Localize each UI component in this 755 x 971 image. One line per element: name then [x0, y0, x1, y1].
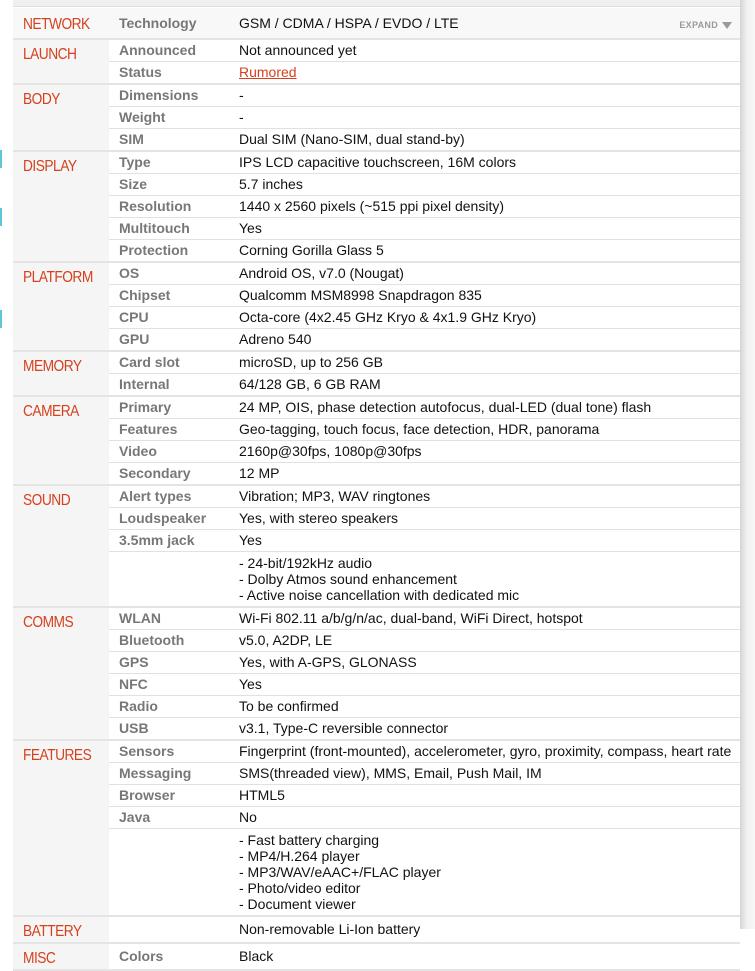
spec-value	[229, 696, 740, 718]
spec-value	[229, 307, 740, 329]
spec-name[interactable]: Chipset	[109, 285, 229, 307]
spec-name[interactable]: Weight	[109, 107, 229, 129]
spec-value	[229, 763, 740, 785]
spec-name[interactable]: Dimensions	[109, 84, 229, 107]
spec-value-line: Octa-core (4x2.45 GHz Kryo & 4x1.9 GHz Kryo)	[239, 309, 537, 325]
section-label-display[interactable]	[13, 151, 109, 262]
spec-name[interactable]: Card slot	[109, 351, 229, 374]
spec-value-line: 24 MP, OIS, phase detection autofocus, dual-LED (dual tone) flash	[239, 399, 652, 415]
spec-value-line: 1440 x 2560 pixels (~515 ppi pixel density)	[239, 198, 505, 214]
section-label-sound[interactable]	[13, 485, 109, 607]
spec-value-line: - Dolby Atmos sound enhancement	[239, 571, 457, 587]
spec-row-platform	[13, 329, 740, 352]
spec-value-line: Yes, with A-GPS, GLONASS	[239, 654, 417, 670]
spec-name[interactable]: Protection	[109, 240, 229, 263]
spec-name[interactable]: Resolution	[109, 196, 229, 218]
section-title[interactable]: MISC	[23, 950, 56, 967]
spec-value	[229, 419, 740, 441]
spec-value-line: 5.7 inches	[239, 176, 303, 192]
spec-value	[229, 829, 740, 917]
spec-value	[229, 151, 740, 174]
spec-row-features	[13, 807, 740, 829]
spec-value-line: microSD, up to 256 GB	[239, 354, 383, 370]
spec-value-line: Fingerprint (front-mounted), accelerometer, gyro, proximity, compass, heart rate	[239, 743, 732, 759]
spec-name[interactable]: Messaging	[109, 763, 229, 785]
spec-row-body	[13, 107, 740, 129]
left-edge-marker	[0, 150, 2, 168]
spec-row-network	[13, 8, 740, 39]
spec-row-features	[13, 763, 740, 785]
spec-row-memory	[13, 374, 740, 397]
section-title[interactable]: MEMORY	[23, 358, 82, 375]
spec-value	[229, 630, 740, 652]
spec-value	[229, 807, 740, 829]
spec-row-platform	[13, 307, 740, 329]
spec-value	[229, 396, 740, 419]
spec-value	[229, 530, 740, 552]
spec-name[interactable]: WLAN	[109, 607, 229, 630]
spec-value	[229, 351, 740, 374]
spec-row-platform	[13, 285, 740, 307]
section-title[interactable]: PLATFORM	[23, 269, 93, 286]
spec-row-camera	[13, 396, 740, 419]
spec-value-line: Qualcomm MSM8998 Snapdragon 835	[239, 287, 482, 303]
section-title[interactable]: LAUNCH	[23, 46, 77, 63]
triangle-down-icon[interactable]	[722, 22, 732, 29]
spec-row-launch	[13, 62, 740, 85]
spec-row-display	[13, 240, 740, 263]
spec-value-line: IPS LCD capacitive touchscreen, 16M colors	[239, 154, 517, 170]
section-title[interactable]: BODY	[23, 91, 60, 108]
spec-name[interactable]: GPU	[109, 329, 229, 352]
spec-value-line: HTML5	[239, 787, 285, 803]
spec-value-line: GSM / CDMA / HSPA / EVDO / LTE	[239, 15, 459, 31]
spec-value-line: Yes	[239, 220, 262, 236]
spec-name[interactable]: CPU	[109, 307, 229, 329]
spec-name[interactable]: Colors	[109, 943, 229, 970]
spec-value	[229, 485, 740, 508]
section-label-comms[interactable]	[13, 607, 109, 740]
spec-value-line: To be confirmed	[239, 698, 339, 714]
section-title[interactable]: COMMS	[23, 614, 74, 631]
spec-value	[229, 174, 740, 196]
spec-row-battery	[13, 916, 740, 943]
spec-value-line: Geo-tagging, touch focus, face detection, HDR, panorama	[239, 421, 600, 437]
spec-value	[229, 107, 740, 129]
spec-value-line: Vibration; MP3, WAV ringtones	[239, 488, 431, 504]
section-title[interactable]: CAMERA	[23, 403, 79, 420]
spec-value-line: - MP4/H.264 player	[239, 848, 360, 864]
spec-name[interactable]: USB	[109, 718, 229, 741]
spec-row-features	[13, 740, 740, 763]
spec-row-platform	[13, 262, 740, 285]
spec-name[interactable]: Features	[109, 419, 229, 441]
spec-value-line: - 24-bit/192kHz audio	[239, 555, 373, 571]
spec-row-launch	[13, 39, 740, 62]
spec-value-line: Not announced yet	[239, 42, 357, 58]
spec-value-line: - Photo/video editor	[239, 880, 361, 896]
left-edge-marker	[0, 310, 2, 328]
spec-row-comms	[13, 718, 740, 741]
spec-value-line: No	[239, 809, 257, 825]
spec-row-comms	[13, 674, 740, 696]
top-strip	[13, 0, 740, 7]
section-title[interactable]: DISPLAY	[23, 158, 77, 175]
spec-row-camera	[13, 441, 740, 463]
spec-name[interactable]	[109, 829, 229, 917]
spec-name[interactable]: Status	[109, 62, 229, 85]
spec-row-body	[13, 129, 740, 152]
spec-row-sound	[13, 530, 740, 552]
spec-value-line: Yes, with stereo speakers	[239, 510, 399, 526]
spec-row-comms	[13, 696, 740, 718]
spec-value-line: v5.0, A2DP, LE	[239, 632, 333, 648]
spec-value-line: Yes	[239, 676, 262, 692]
spec-value	[229, 441, 740, 463]
spec-name[interactable]: Bluetooth	[109, 630, 229, 652]
spec-value	[229, 285, 740, 307]
spec-name[interactable]	[109, 552, 229, 608]
right-page-edge	[740, 0, 755, 929]
spec-value-line: - Fast battery charging	[239, 832, 380, 848]
expand-label[interactable]: EXPAND	[679, 20, 718, 30]
specs-table	[13, 8, 740, 971]
spec-name[interactable]: Type	[109, 151, 229, 174]
spec-value	[229, 718, 740, 741]
spec-row-features	[13, 829, 740, 917]
section-label-camera[interactable]	[13, 396, 109, 485]
left-edge-marker	[0, 208, 2, 226]
spec-value-line: - Document viewer	[239, 896, 356, 912]
spec-name[interactable]: Java	[109, 807, 229, 829]
spec-name[interactable]: NFC	[109, 674, 229, 696]
spec-name[interactable]: Browser	[109, 785, 229, 807]
spec-name[interactable]: Sensors	[109, 740, 229, 763]
expand-button[interactable]	[679, 12, 732, 38]
spec-name[interactable]: Announced	[109, 39, 229, 62]
spec-row-sound	[13, 508, 740, 530]
spec-row-display	[13, 174, 740, 196]
spec-name[interactable]: Loudspeaker	[109, 508, 229, 530]
spec-row-comms	[13, 607, 740, 630]
spec-value-line: Wi-Fi 802.11 a/b/g/n/ac, dual-band, WiFi Direct, hotspot	[239, 610, 583, 626]
spec-row-display	[13, 151, 740, 174]
spec-value-line: SMS(threaded view), MMS, Email, Push Mail, IM	[239, 765, 542, 781]
spec-name[interactable]	[109, 916, 229, 943]
section-title[interactable]: FEATURES	[23, 747, 92, 764]
section-label-features[interactable]	[13, 740, 109, 916]
section-title[interactable]: SOUND	[23, 492, 71, 509]
spec-value-line: Black	[239, 948, 274, 964]
spec-name[interactable]: Technology	[109, 8, 229, 39]
spec-value	[229, 607, 740, 630]
spec-name[interactable]: Video	[109, 441, 229, 463]
spec-row-camera	[13, 419, 740, 441]
spec-row-display	[13, 196, 740, 218]
spec-value	[229, 62, 740, 85]
section-label-misc[interactable]	[13, 943, 109, 970]
spec-value	[229, 262, 740, 285]
spec-value	[229, 740, 740, 763]
spec-value	[229, 463, 740, 486]
spec-name[interactable]: Alert types	[109, 485, 229, 508]
spec-value-line: Yes	[239, 532, 262, 548]
spec-value	[229, 240, 740, 263]
section-label-platform[interactable]	[13, 262, 109, 351]
spec-value-line: -	[239, 109, 244, 125]
spec-value	[229, 329, 740, 352]
spec-value-line: 2160p@30fps, 1080p@30fps	[239, 443, 422, 459]
spec-value-line: -	[239, 87, 244, 103]
spec-value-line: Non-removable Li-Ion battery	[239, 921, 421, 937]
spec-row-misc	[13, 943, 740, 970]
spec-name[interactable]: Internal	[109, 374, 229, 397]
spec-name[interactable]: OS	[109, 262, 229, 285]
spec-value-line: - Active noise cancellation with dedicated mic	[239, 587, 520, 603]
spec-value-line: - MP3/WAV/eAAC+/FLAC player	[239, 864, 441, 880]
spec-value	[229, 196, 740, 218]
spec-name[interactable]: Size	[109, 174, 229, 196]
spec-row-memory	[13, 351, 740, 374]
spec-row-sound	[13, 485, 740, 508]
section-label-memory[interactable]	[13, 351, 109, 396]
section-label-battery[interactable]	[13, 916, 109, 943]
section-label-network[interactable]	[13, 8, 109, 39]
spec-value	[229, 785, 740, 807]
spec-row-features	[13, 785, 740, 807]
spec-name[interactable]: Secondary	[109, 463, 229, 486]
spec-value	[229, 674, 740, 696]
spec-name[interactable]: Radio	[109, 696, 229, 718]
spec-value-line: 64/128 GB, 6 GB RAM	[239, 376, 381, 392]
section-title[interactable]: NETWORK	[23, 16, 90, 33]
spec-row-body	[13, 84, 740, 107]
spec-row-sound	[13, 552, 740, 608]
spec-name[interactable]: Primary	[109, 396, 229, 419]
spec-value	[229, 84, 740, 107]
spec-value	[229, 129, 740, 152]
spec-name[interactable]: SIM	[109, 129, 229, 152]
spec-value	[229, 218, 740, 240]
spec-value	[229, 374, 740, 397]
spec-value	[229, 652, 740, 674]
status-link[interactable]: Rumored	[239, 64, 297, 80]
spec-value-line: 12 MP	[239, 465, 280, 481]
spec-value-line: Corning Gorilla Glass 5	[239, 242, 384, 258]
spec-value	[229, 8, 740, 39]
spec-value	[229, 916, 740, 943]
spec-value	[229, 552, 740, 608]
spec-name[interactable]: Multitouch	[109, 218, 229, 240]
section-label-launch[interactable]	[13, 39, 109, 84]
spec-row-camera	[13, 463, 740, 486]
spec-value	[229, 39, 740, 62]
spec-value-line: Adreno 540	[239, 331, 312, 347]
spec-row-comms	[13, 652, 740, 674]
spec-value-line: Android OS, v7.0 (Nougat)	[239, 265, 404, 281]
spec-value	[229, 943, 740, 970]
spec-value	[229, 508, 740, 530]
spec-value-line: Dual SIM (Nano-SIM, dual stand-by)	[239, 131, 465, 147]
spec-row-display	[13, 218, 740, 240]
spec-name[interactable]: 3.5mm jack	[109, 530, 229, 552]
spec-name[interactable]: GPS	[109, 652, 229, 674]
spec-row-comms	[13, 630, 740, 652]
section-label-body[interactable]	[13, 84, 109, 151]
section-title[interactable]: BATTERY	[23, 923, 82, 940]
spec-value-line: v3.1, Type-C reversible connector	[239, 720, 449, 736]
